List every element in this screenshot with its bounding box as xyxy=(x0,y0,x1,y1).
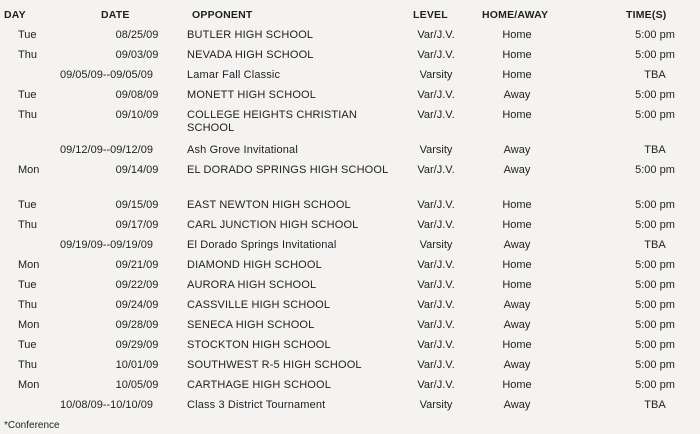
row-time: 5:00 pm xyxy=(635,379,675,391)
row-level: Var/J.V. xyxy=(417,279,455,291)
row-opponent: CARL JUNCTION HIGH SCHOOL xyxy=(187,219,359,231)
row-level: Var/J.V. xyxy=(417,359,455,371)
row-home-away: Away xyxy=(503,399,531,411)
row-level: Var/J.V. xyxy=(417,29,455,41)
row-time: 5:00 pm xyxy=(635,359,675,371)
row-date: 09/08/09 xyxy=(115,89,159,101)
header-day: DAY xyxy=(4,9,26,21)
row-home-away: Away xyxy=(503,359,531,371)
table-row xyxy=(0,395,700,415)
row-time: 5:00 pm xyxy=(635,49,675,61)
table-row xyxy=(0,105,700,140)
row-date: 09/17/09 xyxy=(115,219,159,231)
header-level: LEVEL xyxy=(413,9,448,21)
row-home-away: Home xyxy=(502,379,532,391)
row-opponent: Class 3 District Tournament xyxy=(187,399,326,411)
row-day: Thu xyxy=(18,359,37,371)
row-home-away: Home xyxy=(502,49,532,61)
row-home-away: Home xyxy=(502,279,532,291)
row-opponent: CARTHAGE HIGH SCHOOL xyxy=(187,379,331,391)
row-home-away: Away xyxy=(503,89,531,101)
row-level: Var/J.V. xyxy=(417,379,455,391)
row-day: Tue xyxy=(18,199,37,211)
row-time: 5:00 pm xyxy=(635,339,675,351)
row-opponent: EL DORADO SPRINGS HIGH SCHOOL xyxy=(187,164,389,176)
table-row xyxy=(0,85,700,105)
row-day: Mon xyxy=(18,164,40,176)
row-date: 09/29/09 xyxy=(115,339,159,351)
row-opponent: SOUTHWEST R-5 HIGH SCHOOL xyxy=(187,359,362,371)
table-row xyxy=(0,25,700,45)
row-time: 5:00 pm xyxy=(635,164,675,176)
table-row xyxy=(0,375,700,395)
row-opponent: STOCKTON HIGH SCHOOL xyxy=(187,339,331,351)
schedule-table xyxy=(0,25,700,415)
row-time: TBA xyxy=(644,239,666,251)
row-day: Tue xyxy=(18,339,37,351)
row-level: Var/J.V. xyxy=(417,259,455,271)
row-day: Thu xyxy=(18,299,37,311)
row-opponent: NEVADA HIGH SCHOOL xyxy=(187,49,314,61)
row-date: 10/08/09--10/10/09 xyxy=(60,399,153,411)
row-opponent: EAST NEWTON HIGH SCHOOL xyxy=(187,199,351,211)
table-row xyxy=(0,275,700,295)
row-level: Var/J.V. xyxy=(417,49,455,61)
row-date: 10/05/09 xyxy=(115,379,159,391)
row-day: Thu xyxy=(18,219,37,231)
table-header xyxy=(0,9,700,23)
row-level: Var/J.V. xyxy=(417,299,455,311)
header-home-away: HOME/AWAY xyxy=(482,9,549,21)
row-date: 09/14/09 xyxy=(115,164,159,176)
row-time: 5:00 pm xyxy=(635,199,675,211)
row-time: TBA xyxy=(644,144,666,156)
row-date: 09/10/09 xyxy=(115,109,159,121)
table-row xyxy=(0,45,700,65)
header-opponent: OPPONENT xyxy=(192,9,253,21)
row-date: 08/25/09 xyxy=(115,29,159,41)
row-home-away: Home xyxy=(502,259,532,271)
row-time: 5:00 pm xyxy=(635,29,675,41)
row-day: Mon xyxy=(18,259,40,271)
row-level: Var/J.V. xyxy=(417,319,455,331)
row-time: 5:00 pm xyxy=(635,89,675,101)
row-day: Thu xyxy=(18,109,37,121)
row-date: 09/21/09 xyxy=(115,259,159,271)
row-date: 09/03/09 xyxy=(115,49,159,61)
row-opponent: SENECA HIGH SCHOOL xyxy=(187,319,315,331)
table-row xyxy=(0,295,700,315)
footnote: *Conference xyxy=(4,420,60,431)
row-time: 5:00 pm xyxy=(635,259,675,271)
row-time: 5:00 pm xyxy=(635,279,675,291)
table-row xyxy=(0,160,700,195)
row-home-away: Home xyxy=(502,109,532,121)
row-date: 09/15/09 xyxy=(115,199,159,211)
row-level: Varsity xyxy=(419,144,453,156)
row-home-away: Home xyxy=(502,69,532,81)
row-day: Mon xyxy=(18,379,40,391)
row-day: Thu xyxy=(18,49,37,61)
row-level: Var/J.V. xyxy=(417,89,455,101)
row-date: 09/24/09 xyxy=(115,299,159,311)
table-row xyxy=(0,335,700,355)
row-date: 09/22/09 xyxy=(115,279,159,291)
row-date: 09/05/09--09/05/09 xyxy=(60,69,153,81)
row-date: 10/01/09 xyxy=(115,359,159,371)
row-level: Varsity xyxy=(419,69,453,81)
row-home-away: Away xyxy=(503,319,531,331)
row-level: Varsity xyxy=(419,239,453,251)
row-time: 5:00 pm xyxy=(635,109,675,121)
header-date: DATE xyxy=(101,9,130,21)
row-opponent: DIAMOND HIGH SCHOOL xyxy=(187,259,322,271)
table-row xyxy=(0,65,700,85)
row-opponent: BUTLER HIGH SCHOOL xyxy=(187,29,314,41)
row-time: 5:00 pm xyxy=(635,299,675,311)
row-opponent: AURORA HIGH SCHOOL xyxy=(187,279,317,291)
row-level: Var/J.V. xyxy=(417,339,455,351)
row-time: 5:00 pm xyxy=(635,319,675,331)
table-row xyxy=(0,315,700,335)
row-level: Varsity xyxy=(419,399,453,411)
row-home-away: Home xyxy=(502,29,532,41)
table-row xyxy=(0,140,700,160)
row-home-away: Away xyxy=(503,299,531,311)
header-time: TIME(S) xyxy=(626,9,667,21)
table-row xyxy=(0,235,700,255)
row-level: Var/J.V. xyxy=(417,199,455,211)
row-home-away: Away xyxy=(503,144,531,156)
row-time: 5:00 pm xyxy=(635,219,675,231)
row-home-away: Home xyxy=(502,339,532,351)
row-home-away: Home xyxy=(502,199,532,211)
row-day: Mon xyxy=(18,319,40,331)
table-row xyxy=(0,355,700,375)
row-time: TBA xyxy=(644,399,666,411)
table-row xyxy=(0,255,700,275)
row-opponent: Ash Grove Invitational xyxy=(187,144,298,156)
row-date: 09/12/09--09/12/09 xyxy=(60,144,153,156)
row-home-away: Away xyxy=(503,239,531,251)
row-opponent: MONETT HIGH SCHOOL xyxy=(187,89,317,101)
row-level: Var/J.V. xyxy=(417,164,455,176)
row-home-away: Away xyxy=(503,164,531,176)
table-row xyxy=(0,215,700,235)
row-level: Var/J.V. xyxy=(417,219,455,231)
row-date: 09/19/09--09/19/09 xyxy=(60,239,153,251)
row-opponent: COLLEGE HEIGHTS CHRISTIAN SCHOOL xyxy=(187,109,358,134)
row-home-away: Home xyxy=(502,219,532,231)
row-opponent: CASSVILLE HIGH SCHOOL xyxy=(187,299,331,311)
row-day: Tue xyxy=(18,279,37,291)
row-opponent: El Dorado Springs Invitational xyxy=(187,239,337,251)
table-row xyxy=(0,195,700,215)
row-level: Var/J.V. xyxy=(417,109,455,121)
row-opponent: Lamar Fall Classic xyxy=(187,69,281,81)
row-day: Tue xyxy=(18,89,37,101)
row-time: TBA xyxy=(644,69,666,81)
row-date: 09/28/09 xyxy=(115,319,159,331)
row-day: Tue xyxy=(18,29,37,41)
